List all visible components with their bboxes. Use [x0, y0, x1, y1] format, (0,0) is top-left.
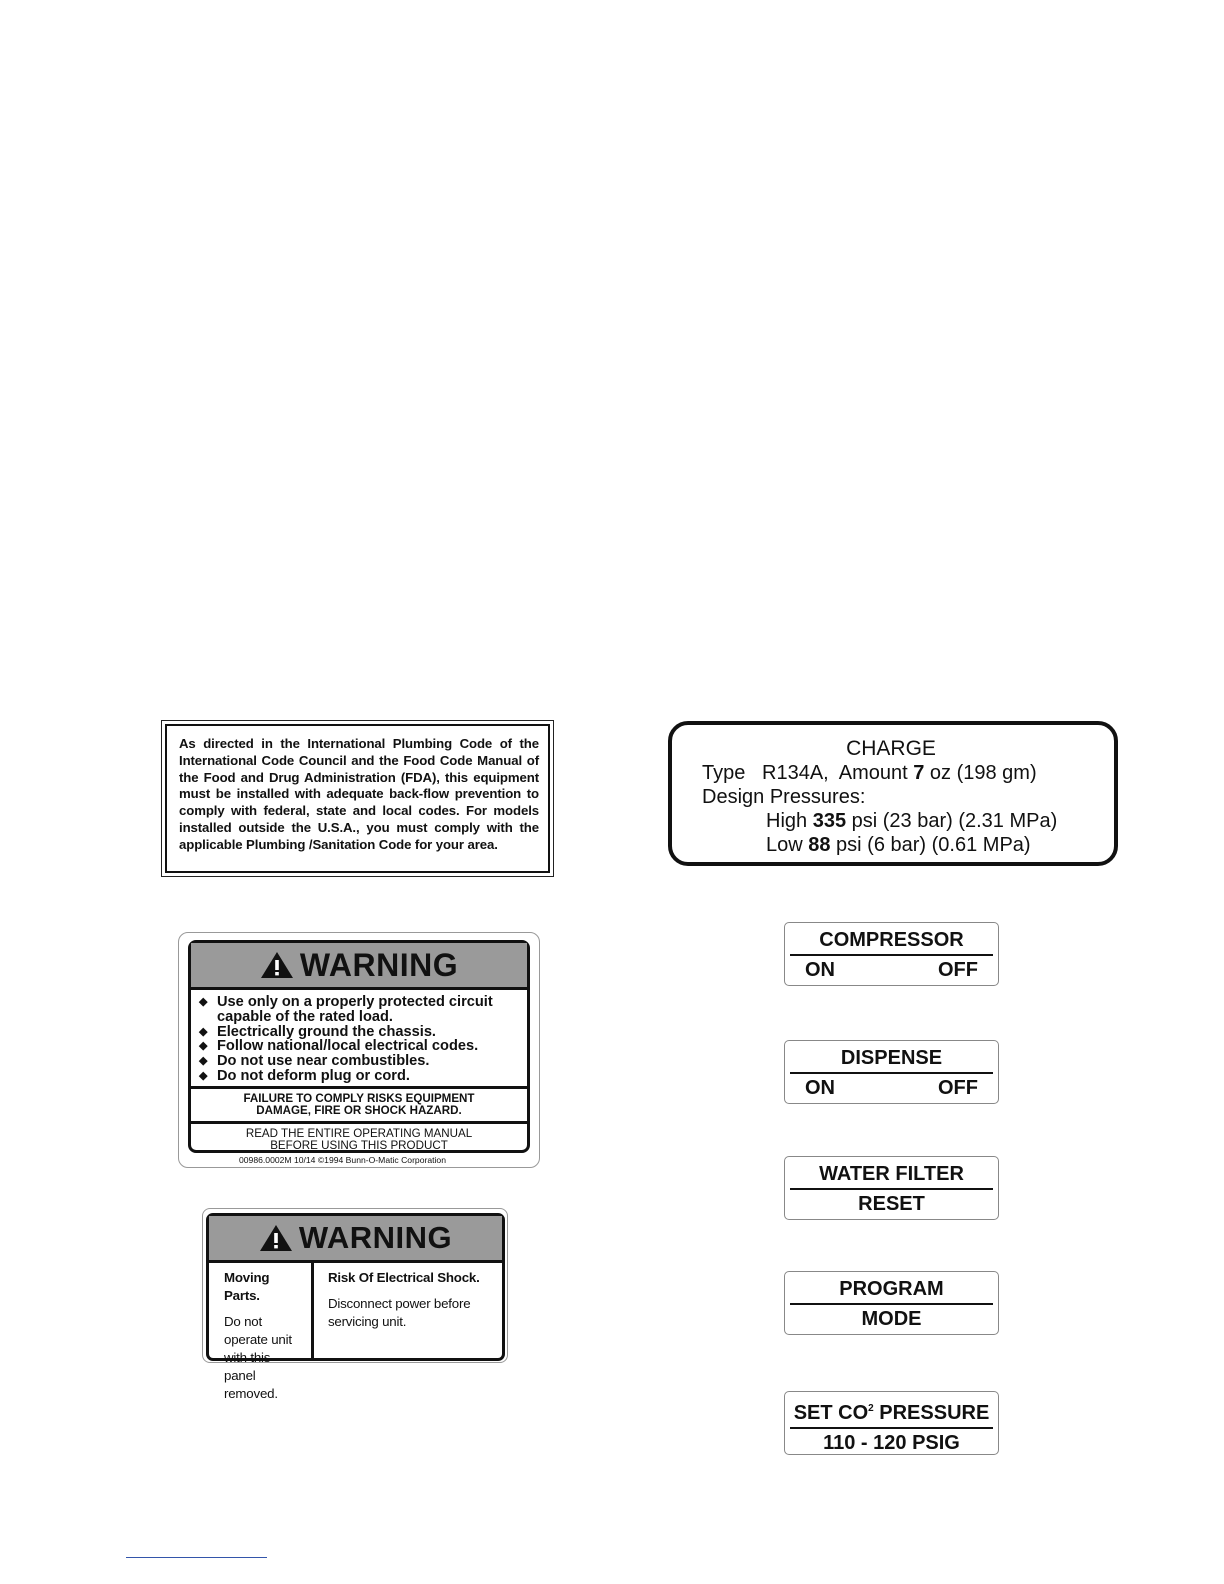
plumbing-code-label	[161, 720, 554, 877]
switch-title: WATER FILTER	[790, 1162, 993, 1190]
label-part-number: 00986.0002M 10/14 ©1994 Bunn-O-Matic Corporation	[239, 1155, 446, 1165]
read-manual-notice	[191, 1124, 527, 1155]
moving-parts-text: Do not operate unit with this panel removed.	[224, 1314, 292, 1401]
moving-parts-column	[209, 1263, 314, 1401]
high-pressure-line: High 335 psi (23 bar) (2.31 MPa)	[766, 810, 1058, 832]
failure-notice	[191, 1089, 527, 1124]
failure-line: FAILURE TO COMPLY RISKS EQUIPMENT	[243, 1091, 475, 1105]
list-item: ◆ Electrically ground the chassis.	[199, 1025, 521, 1040]
electrical-warning-label	[178, 932, 540, 1168]
list-item: ◆ Use only on a properly protected circuit capable of the rated load.	[199, 995, 521, 1025]
footer-rule	[126, 1557, 267, 1558]
high-pressure-value: 335	[812, 810, 847, 832]
list-item: ◆ Do not use near combustibles.	[199, 1054, 521, 1069]
switch-title: DISPENSE	[790, 1046, 993, 1074]
switch-states	[785, 956, 998, 981]
co2-pressure-label	[784, 1391, 999, 1455]
on-label: ON	[805, 959, 835, 981]
warning-columns	[209, 1263, 502, 1401]
moving-parts-title: Moving Parts.	[224, 1270, 270, 1303]
failure-line: DAMAGE, FIRE OR SHOCK HAZARD.	[256, 1104, 462, 1118]
list-item: ◆ Follow national/local electrical codes.	[199, 1039, 521, 1054]
charge-amount: 7	[913, 762, 925, 784]
low-pressure-line: Low 88 psi (6 bar) (0.61 MPa)	[766, 834, 1031, 856]
electrical-shock-column	[314, 1263, 502, 1361]
switch-subtitle: MODE	[861, 1308, 922, 1330]
electrical-shock-title: Risk Of Electrical Shock.	[327, 1270, 480, 1285]
water-filter-label	[784, 1156, 999, 1220]
switch-subtitle: RESET	[858, 1193, 925, 1215]
warning-panel	[188, 940, 530, 1153]
off-label: OFF	[938, 1077, 978, 1099]
warning-title: WARNING	[299, 946, 459, 983]
plumbing-code-text: As directed in the International Plumbing Code of the International Code Council and the Food Code Manual of the Food and Drug Administration (FDA), this equipment must be installed with adequate back-flow prevention to comply with federal, state and local codes. For models installed outside the U.S.A., you must comply with the applicable Plumbing /Sanitation Code for your area.	[165, 724, 550, 873]
warning-header	[209, 1216, 502, 1263]
warning-header	[191, 943, 527, 990]
warning-bullet-list	[191, 990, 527, 1089]
dispense-switch-label	[784, 1040, 999, 1104]
design-pressures-heading: Design Pressures:	[702, 786, 866, 808]
switch-subtitle: 110 - 120 PSIG	[823, 1432, 960, 1454]
read-line: READ THE ENTIRE OPERATING MANUAL	[245, 1126, 473, 1140]
compressor-switch-label	[784, 922, 999, 986]
switch-title: SET $CO^2$ PRESSURE	[790, 1397, 993, 1429]
electrical-shock-text: Disconnect power before servicing unit.	[327, 1296, 471, 1329]
switch-title: PROGRAM	[790, 1277, 993, 1305]
off-label: OFF	[938, 959, 978, 981]
program-mode-label	[784, 1271, 999, 1335]
low-pressure-value: 88	[808, 834, 831, 856]
switch-title: COMPRESSOR	[790, 928, 993, 956]
moving-parts-warning-label	[202, 1208, 508, 1401]
read-line: BEFORE USING THIS PRODUCT	[270, 1139, 448, 1153]
list-item: ◆ Do not deform plug or cord.	[199, 1069, 521, 1084]
on-label: ON	[805, 1077, 835, 1099]
refrigerant-charge-label	[668, 721, 1118, 866]
warning-triangle-icon	[260, 951, 294, 979]
charge-type-line: Type R134A, Amount 7 oz (198 gm)	[702, 762, 1037, 784]
warning-panel	[206, 1213, 505, 1401]
charge-title: CHARGE	[846, 737, 936, 760]
warning-triangle-icon	[259, 1224, 293, 1252]
switch-states	[785, 1074, 998, 1099]
warning-title: WARNING	[298, 1220, 453, 1255]
